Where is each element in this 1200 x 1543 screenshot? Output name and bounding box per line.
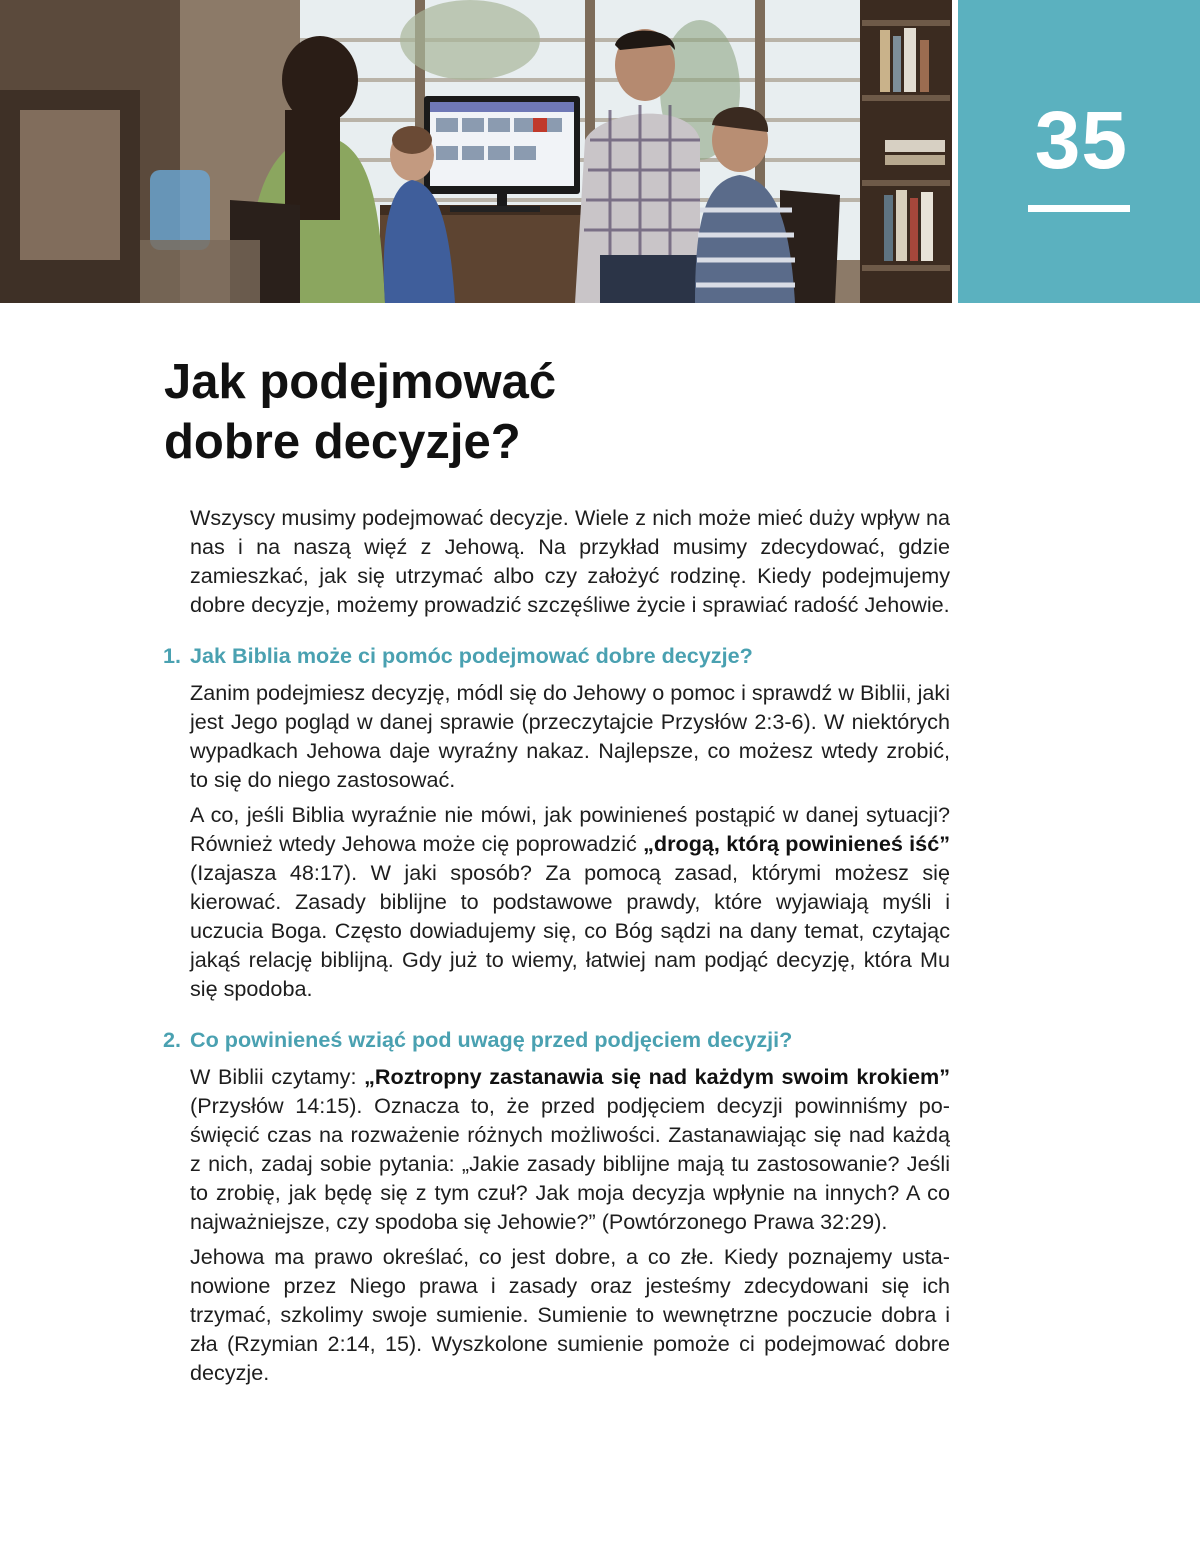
section-paragraph xyxy=(190,1062,950,1236)
section-paragraph xyxy=(190,800,950,1003)
chapter-number-underline xyxy=(1028,205,1130,212)
section-paragraph: Jehowa ma prawo określać, co jest dobre, a co złe. Kiedy poznajemy ustanowione przez Niego prawa i zasady oraz jesteśmy zdecydowani się ich trzymać, szkolimy swoje sumienie. Sumienie to wewnętrzne poczucie dobra i zła (Rzymian 2:14, 15). Wyszkolone sumienie pomoże ci podejmować dobre decyzje. xyxy=(190,1244,950,1385)
bible-quote: „drogą, którą powinieneś iść” xyxy=(643,831,950,856)
title-line-1: Jak podejmować xyxy=(164,355,557,409)
header-photo xyxy=(0,0,952,303)
intro-paragraph: Wszyscy musimy podejmować decyzje. Wiele z nich może mieć duży wpływ na nas i na naszą więź z Jehową. Na przykład musimy zdecydować, gdzie zamieszkać, jak się utrzymać albo czy założyć rodzinę. Kiedy podejmujemy dobre decyzje, możemy prowadzić szczęśliwe życie i sprawiać radość Jehowie. xyxy=(190,505,950,617)
chapter-number: 35 xyxy=(1034,95,1128,186)
question-number: 1. xyxy=(163,643,182,668)
question-number: 2. xyxy=(163,1027,182,1052)
bible-quote: „Roztropny zastanawia się nad każdym swoim krokiem” xyxy=(364,1064,950,1089)
title-line-2: dobre decyzje? xyxy=(164,415,521,469)
question-heading xyxy=(163,641,950,670)
paragraph-text: A co, jeśli Biblia wyraźnie nie mówi, jak powinieneś postąpić w danej sytuacji? Również wtedy Jehowa może cię poprowadzić xyxy=(190,802,950,856)
paragraph-text: (Przysłów 14:15). Oznacza to, że przed podjęciem decyzji powinniśmy poświęcić czas na rozważenie różnych możliwości. Zastanawiając się nad każdą z nich, zadaj sobie pytania: „Jakie zasady biblijne mają tu zastosowanie? Jeśli to zrobię, jak będę się z tym czuł? Jak moja decyzja wpłynie na innych? A co najważniejsze, czy spodoba się Jehowie?” (Powtórzonego Prawa 32:29). xyxy=(190,1093,950,1234)
family-at-computer-photo xyxy=(0,0,952,303)
article-body xyxy=(163,503,950,1393)
page-title xyxy=(164,352,864,472)
question-heading xyxy=(163,1025,950,1054)
question-text: Jak Biblia może ci pomóc podejmować dobre decyzje? xyxy=(190,643,753,668)
paragraph-text: W Biblii czytamy: xyxy=(190,1064,365,1089)
question-text: Co powinieneś wziąć pod uwagę przed podjęciem decyzji? xyxy=(190,1027,793,1052)
chapter-badge xyxy=(958,0,1200,303)
section-paragraph: Zanim podejmiesz decyzję, módl się do Jehowy o pomoc i sprawdź w Biblii, jaki jest Jego pogląd w danej sprawie (przeczytajcie Przysłów 2:3-6). W niektórych wypadkach Jehowa daje wyraźny nakaz. Najlepsze, co możesz wtedy zrobić, to się do niego zastosować. xyxy=(190,680,950,792)
paragraph-text: (Izajasza 48:17). W jaki sposób? Za pomocą zasad, którymi możesz się kierować. Zasady biblijne to podstawowe prawdy, które wyjawiają myśli i uczucia Boga. Często dowiadujemy się, co Bóg sądzi na dany temat, czytając jakąś relację biblijną. Gdy już to wiemy, łatwiej nam podjąć decyzję, która Mu się spodoba. xyxy=(190,860,950,1001)
